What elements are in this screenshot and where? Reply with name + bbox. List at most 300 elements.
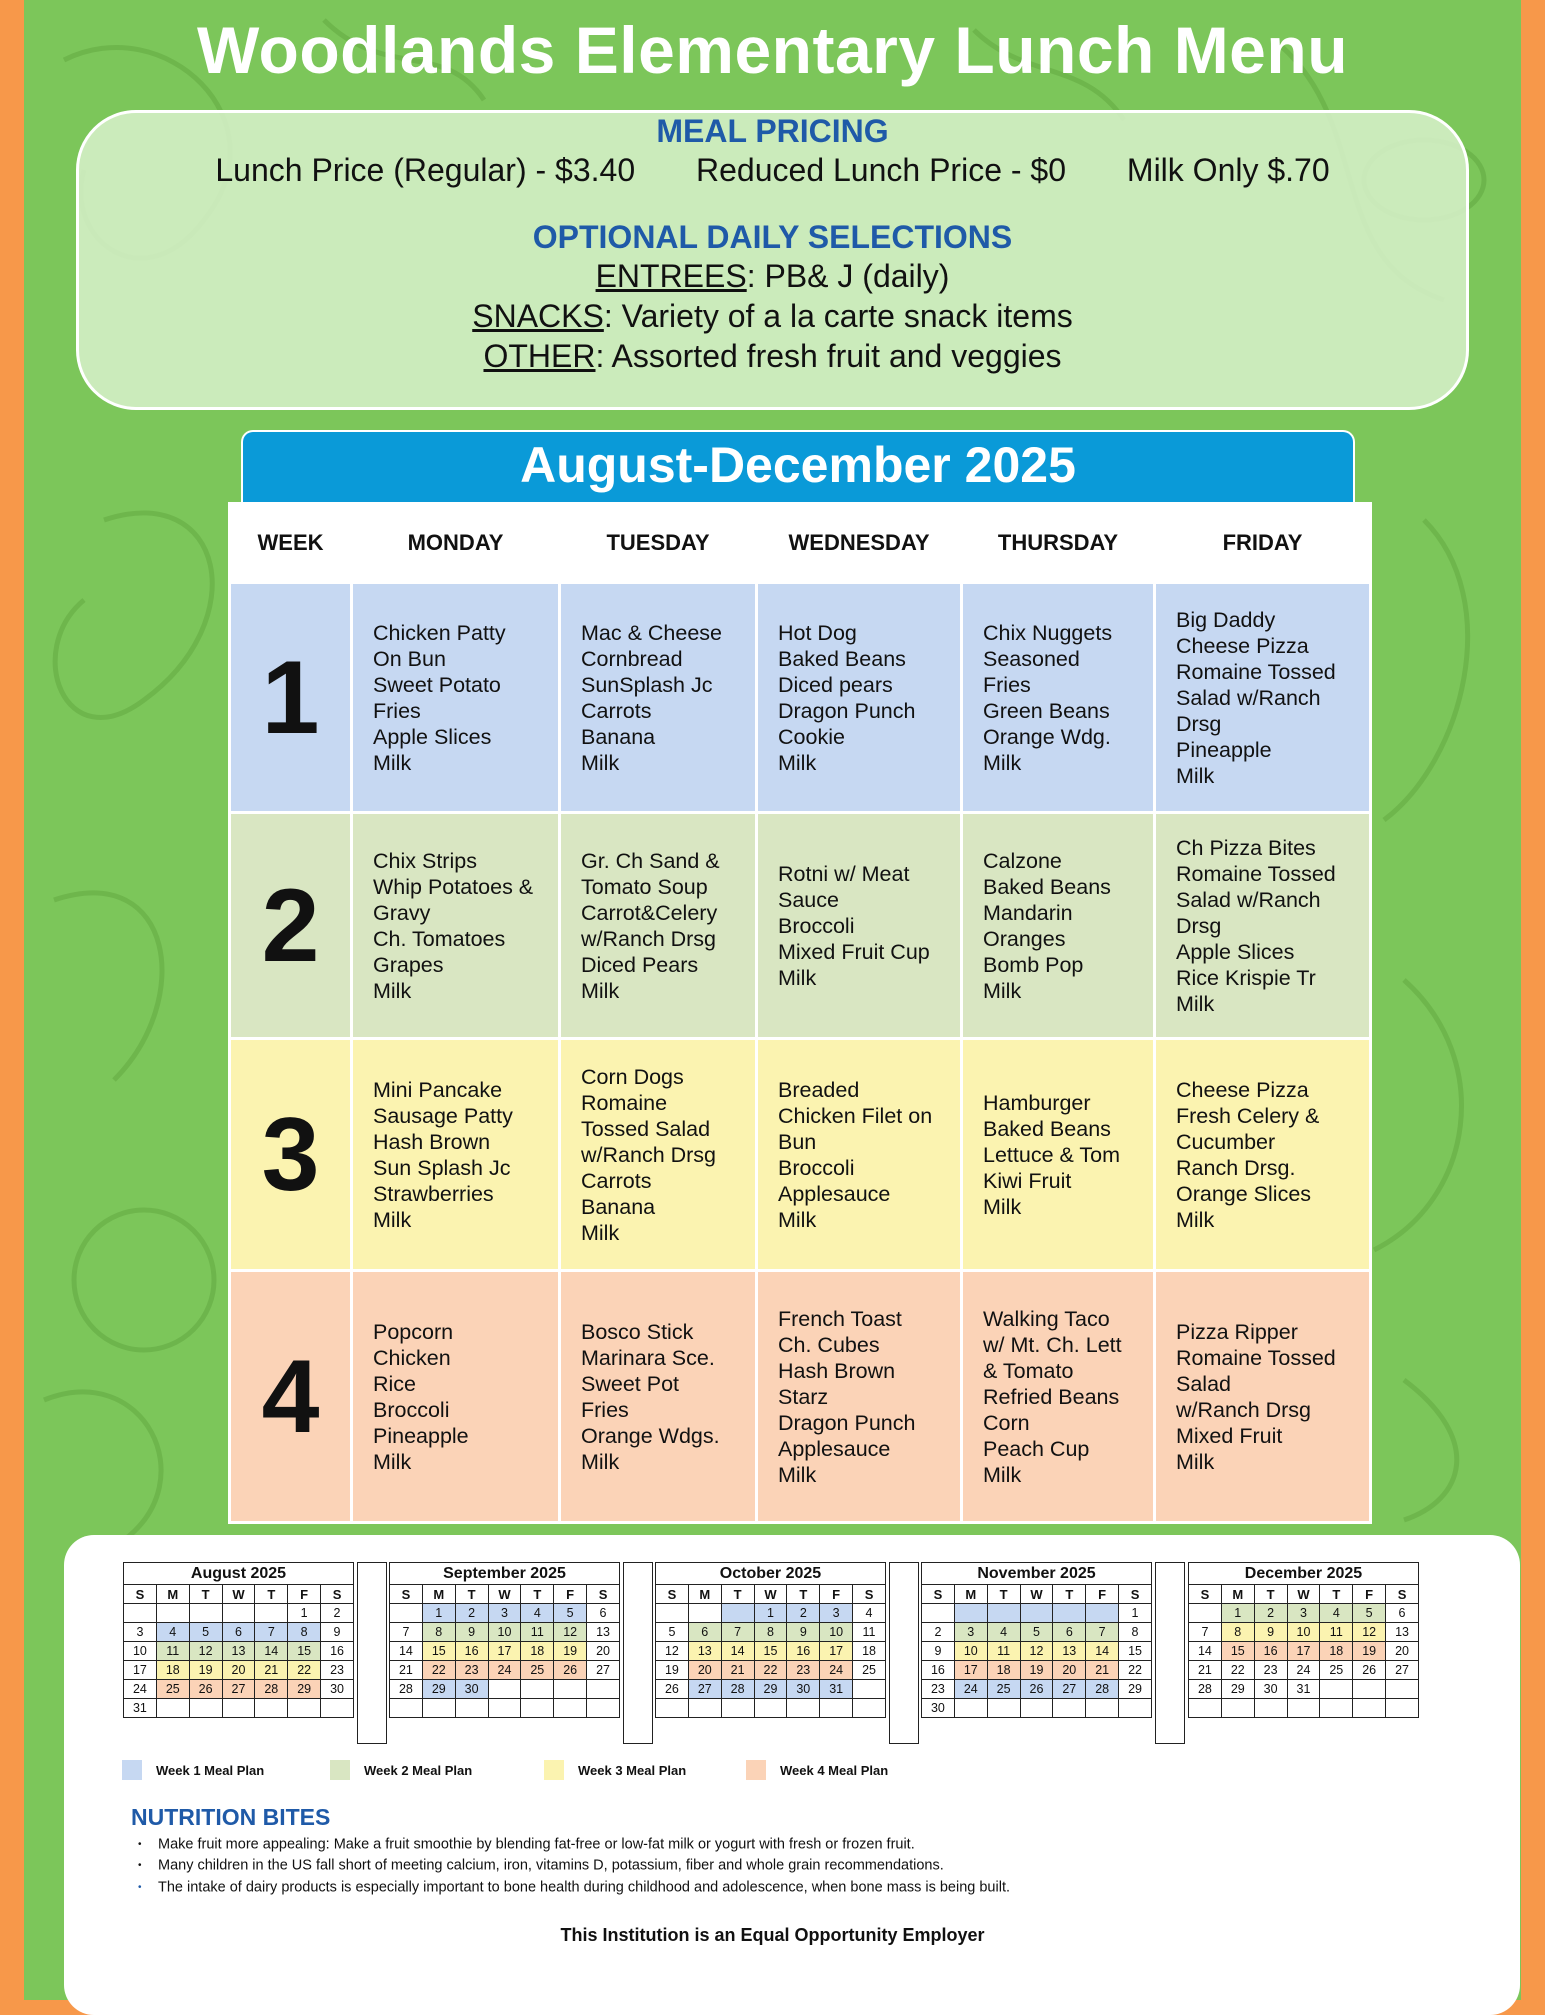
menu-cell-wednesday bbox=[757, 813, 962, 1039]
month-calendar bbox=[921, 1562, 1152, 1718]
calendar-day: 17 bbox=[488, 1642, 521, 1661]
menu-item: Cheese Pizza bbox=[1176, 633, 1309, 658]
calendar-day bbox=[422, 1699, 455, 1718]
month-calendar bbox=[389, 1562, 620, 1718]
calendar-day bbox=[1119, 1699, 1152, 1718]
month-calendar bbox=[655, 1562, 886, 1718]
menu-week-row bbox=[230, 1039, 1371, 1271]
menu-item: Baked Beans bbox=[983, 874, 1111, 899]
calendar-day bbox=[987, 1699, 1020, 1718]
day-of-week-label: F bbox=[554, 1585, 587, 1604]
pricing-box bbox=[76, 110, 1469, 410]
calendar-day: 9 bbox=[787, 1623, 820, 1642]
calendar-day: 12 bbox=[554, 1623, 587, 1642]
calendar-day: 19 bbox=[1353, 1642, 1386, 1661]
calendar-day bbox=[721, 1604, 754, 1623]
calendar-day: 19 bbox=[656, 1661, 689, 1680]
day-of-week-label: F bbox=[1353, 1585, 1386, 1604]
menu-cell-thursday bbox=[962, 1271, 1155, 1523]
meal-pricing-heading: MEAL PRICING bbox=[656, 113, 889, 149]
calendar-day bbox=[987, 1604, 1020, 1623]
col-header-friday: FRIDAY bbox=[1155, 504, 1371, 583]
calendar-day: 21 bbox=[721, 1661, 754, 1680]
calendar-day: 19 bbox=[554, 1642, 587, 1661]
menu-item: Applesauce bbox=[778, 1436, 891, 1461]
legend-label: Week 2 Meal Plan bbox=[364, 1762, 473, 1778]
calendar-day: 3 bbox=[1287, 1604, 1320, 1623]
calendar-day: 3 bbox=[954, 1623, 987, 1642]
calendar-day: 22 bbox=[754, 1661, 787, 1680]
calendar-day: 14 bbox=[1189, 1642, 1222, 1661]
menu-item: Milk bbox=[1176, 1207, 1215, 1232]
day-of-week-label: W bbox=[1020, 1585, 1053, 1604]
menu-item: w/Ranch Drsg bbox=[581, 1142, 717, 1167]
milk-price: Milk Only $.70 bbox=[1126, 152, 1330, 188]
menu-cell-friday bbox=[1155, 583, 1371, 813]
calendar-day: 28 bbox=[255, 1680, 288, 1699]
menu-item: Ch. Tomatoes bbox=[373, 926, 506, 951]
calendar-day bbox=[1353, 1680, 1386, 1699]
menu-item: Carrots bbox=[581, 1168, 652, 1193]
menu-item: Broccoli bbox=[778, 1155, 855, 1180]
calendar-day: 10 bbox=[488, 1623, 521, 1642]
calendar-day: 29 bbox=[1119, 1680, 1152, 1699]
menu-item: Ranch Drsg. bbox=[1176, 1155, 1296, 1180]
menu-week-row bbox=[230, 1271, 1371, 1523]
calendar-day: 3 bbox=[820, 1604, 853, 1623]
calendar-day: 4 bbox=[156, 1623, 189, 1642]
entrees-text: : PB& J (daily) bbox=[746, 258, 950, 294]
calendar-day bbox=[124, 1604, 157, 1623]
menu-week-row bbox=[230, 583, 1371, 813]
calendar-day: 16 bbox=[321, 1642, 354, 1661]
calendar-day: 19 bbox=[1020, 1661, 1053, 1680]
menu-item: Fresh Celery & bbox=[1176, 1103, 1320, 1128]
menu-item: Bomb Pop bbox=[983, 952, 1084, 977]
week-number: 2 bbox=[230, 813, 352, 1039]
calendar-separator bbox=[1155, 1562, 1185, 1744]
calendar-day: 29 bbox=[754, 1680, 787, 1699]
menu-date-banner: August-December 2025 bbox=[241, 430, 1355, 502]
calendar-day: 18 bbox=[1320, 1642, 1353, 1661]
menu-item: Rice Krispie Tr bbox=[1176, 965, 1316, 990]
calendar-day: 2 bbox=[1254, 1604, 1287, 1623]
calendar-day: 19 bbox=[189, 1661, 222, 1680]
snacks-label: SNACKS bbox=[472, 298, 604, 334]
calendar-day: 24 bbox=[124, 1680, 157, 1699]
calendar-day: 4 bbox=[987, 1623, 1020, 1642]
menu-item: Salad w/Ranch bbox=[1176, 685, 1321, 710]
calendar-day: 23 bbox=[455, 1661, 488, 1680]
menu-item: Refried Beans bbox=[983, 1384, 1120, 1409]
calendar-day bbox=[1353, 1699, 1386, 1718]
calendar-day bbox=[488, 1699, 521, 1718]
menu-item: Tossed Salad bbox=[581, 1116, 711, 1141]
calendar-day: 7 bbox=[721, 1623, 754, 1642]
day-of-week-label: F bbox=[820, 1585, 853, 1604]
day-of-week-label: M bbox=[1221, 1585, 1254, 1604]
calendar-day: 27 bbox=[587, 1661, 620, 1680]
calendar-day bbox=[853, 1699, 886, 1718]
day-of-week-label: S bbox=[321, 1585, 354, 1604]
calendar-day: 11 bbox=[853, 1623, 886, 1642]
menu-item: Fries bbox=[983, 672, 1031, 697]
calendar-day: 5 bbox=[656, 1623, 689, 1642]
calendar-day: 9 bbox=[922, 1642, 955, 1661]
menu-item: Chix Strips bbox=[373, 848, 477, 873]
menu-item: Milk bbox=[983, 978, 1022, 1003]
menu-cell-tuesday bbox=[560, 1271, 757, 1523]
calendar-month-name: December 2025 bbox=[1189, 1563, 1419, 1585]
day-of-week-label: W bbox=[488, 1585, 521, 1604]
col-header-tuesday: TUESDAY bbox=[560, 504, 757, 583]
day-of-week-label: S bbox=[656, 1585, 689, 1604]
calendar-day: 22 bbox=[1221, 1661, 1254, 1680]
menu-item: Chix Nuggets bbox=[983, 620, 1113, 645]
menu-item: Chicken bbox=[373, 1345, 451, 1370]
calendar-day: 10 bbox=[124, 1642, 157, 1661]
legend-item bbox=[544, 1760, 686, 1780]
calendar-day bbox=[521, 1699, 554, 1718]
menu-item: Mac & Cheese bbox=[581, 620, 723, 645]
calendar-day bbox=[488, 1680, 521, 1699]
calendar-day bbox=[688, 1604, 721, 1623]
col-header-week: WEEK bbox=[230, 504, 352, 583]
menu-item: Oranges bbox=[983, 926, 1066, 951]
menu-item: Chicken Patty bbox=[373, 620, 506, 645]
calendar-day: 10 bbox=[954, 1642, 987, 1661]
other-text: : Assorted fresh fruit and veggies bbox=[595, 338, 1062, 374]
calendar-day: 28 bbox=[721, 1680, 754, 1699]
calendar-day bbox=[1020, 1699, 1053, 1718]
calendar-day: 31 bbox=[820, 1680, 853, 1699]
menu-item: Milk bbox=[373, 750, 412, 775]
menu-item: w/ Mt. Ch. Lett bbox=[983, 1332, 1122, 1357]
calendar-day: 14 bbox=[721, 1642, 754, 1661]
snacks-text: : Variety of a la carte snack items bbox=[603, 298, 1073, 334]
calendar-day: 12 bbox=[189, 1642, 222, 1661]
calendar-day: 20 bbox=[1053, 1661, 1086, 1680]
calendar-day: 12 bbox=[1020, 1642, 1053, 1661]
calendar-day: 3 bbox=[124, 1623, 157, 1642]
menu-item: Calzone bbox=[983, 848, 1062, 873]
menu-item: Big Daddy bbox=[1176, 607, 1276, 632]
menu-item: & Tomato bbox=[983, 1358, 1074, 1383]
menu-item: Carrot&Celery bbox=[581, 900, 718, 925]
calendar-day: 9 bbox=[455, 1623, 488, 1642]
calendar-day: 6 bbox=[222, 1623, 255, 1642]
calendar-day: 23 bbox=[787, 1661, 820, 1680]
calendar-day: 25 bbox=[521, 1661, 554, 1680]
menu-item: Rotni w/ Meat bbox=[778, 861, 910, 886]
calendar-day: 25 bbox=[1320, 1661, 1353, 1680]
menu-item: Pineapple bbox=[373, 1423, 469, 1448]
legend-item bbox=[122, 1760, 264, 1780]
calendar-day bbox=[656, 1699, 689, 1718]
calendar-day: 21 bbox=[255, 1661, 288, 1680]
calendar-day bbox=[554, 1699, 587, 1718]
calendar-day: 23 bbox=[922, 1680, 955, 1699]
day-of-week-label: S bbox=[1119, 1585, 1152, 1604]
menu-item: Baked Beans bbox=[778, 646, 906, 671]
menu-item: Peach Cup bbox=[983, 1436, 1090, 1461]
menu-cell-monday bbox=[352, 813, 560, 1039]
day-of-week-label: S bbox=[853, 1585, 886, 1604]
menu-item: Orange Slices bbox=[1176, 1181, 1312, 1206]
menu-item: Mini Pancake bbox=[373, 1077, 503, 1102]
menu-cell-tuesday bbox=[560, 1039, 757, 1271]
calendar-day: 13 bbox=[1053, 1642, 1086, 1661]
menu-item: Romaine Tossed bbox=[1176, 1345, 1336, 1370]
calendar-day: 27 bbox=[222, 1680, 255, 1699]
menu-item: Green Beans bbox=[983, 698, 1110, 723]
day-of-week-label: T bbox=[1053, 1585, 1086, 1604]
calendar-day: 23 bbox=[1254, 1661, 1287, 1680]
calendar-day: 8 bbox=[422, 1623, 455, 1642]
entrees-label: ENTREES bbox=[595, 258, 747, 294]
calendar-day: 15 bbox=[754, 1642, 787, 1661]
menu-cell-wednesday bbox=[757, 1271, 962, 1523]
calendar-table bbox=[1188, 1562, 1419, 1718]
menu-cell-friday bbox=[1155, 813, 1371, 1039]
menu-item: Dragon Punch bbox=[778, 1410, 916, 1435]
menu-item: Milk bbox=[983, 750, 1022, 775]
menu-item: Mandarin bbox=[983, 900, 1073, 925]
calendar-day bbox=[1320, 1699, 1353, 1718]
menu-cell-wednesday bbox=[757, 583, 962, 813]
calendar-day bbox=[1287, 1699, 1320, 1718]
page-title: Woodlands Elementary Lunch Menu bbox=[196, 13, 1349, 87]
calendar-day: 25 bbox=[987, 1680, 1020, 1699]
menu-item: Grapes bbox=[373, 952, 444, 977]
menu-item: SunSplash Jc bbox=[581, 672, 713, 697]
menu-cell-tuesday bbox=[560, 583, 757, 813]
calendar-day: 29 bbox=[288, 1680, 321, 1699]
snacks-line bbox=[79, 296, 1466, 336]
legend-label: Week 4 Meal Plan bbox=[780, 1762, 889, 1778]
col-header-wednesday: WEDNESDAY bbox=[757, 504, 962, 583]
calendar-day bbox=[1386, 1699, 1419, 1718]
calendar-day: 1 bbox=[1221, 1604, 1254, 1623]
calendar-day: 30 bbox=[455, 1680, 488, 1699]
calendar-day: 14 bbox=[1086, 1642, 1119, 1661]
day-of-week-label: T bbox=[455, 1585, 488, 1604]
calendar-day: 7 bbox=[1086, 1623, 1119, 1642]
menu-item: Popcorn bbox=[373, 1319, 454, 1344]
calendar-day bbox=[288, 1699, 321, 1718]
calendar-day: 17 bbox=[1287, 1642, 1320, 1661]
calendar-day: 18 bbox=[521, 1642, 554, 1661]
legend-swatch bbox=[122, 1760, 142, 1780]
calendar-day: 26 bbox=[1353, 1661, 1386, 1680]
menu-item: Pizza Ripper bbox=[1176, 1319, 1298, 1344]
menu-item: Pineapple bbox=[1176, 737, 1272, 762]
day-of-week-label: M bbox=[688, 1585, 721, 1604]
calendar-day: 26 bbox=[1020, 1680, 1053, 1699]
menu-cell-wednesday bbox=[757, 1039, 962, 1271]
calendar-day: 17 bbox=[124, 1661, 157, 1680]
calendar-day bbox=[820, 1699, 853, 1718]
menu-item: Fries bbox=[373, 698, 421, 723]
calendar-day: 30 bbox=[321, 1680, 354, 1699]
entrees-line bbox=[79, 256, 1466, 296]
calendar-day: 18 bbox=[987, 1661, 1020, 1680]
calendar-day bbox=[1189, 1699, 1222, 1718]
calendar-day: 5 bbox=[189, 1623, 222, 1642]
calendar-day bbox=[156, 1604, 189, 1623]
calendar-day: 17 bbox=[820, 1642, 853, 1661]
menu-item: Romaine Tossed bbox=[1176, 861, 1336, 886]
menu-item: Hot Dog bbox=[778, 620, 857, 645]
calendar-day: 22 bbox=[422, 1661, 455, 1680]
menu-item: Cornbread bbox=[581, 646, 683, 671]
weekly-menu-table bbox=[228, 502, 1372, 1524]
calendar-day bbox=[853, 1680, 886, 1699]
menu-item: w/Ranch Drsg bbox=[581, 926, 717, 951]
menu-item: Hash Brown bbox=[373, 1129, 491, 1154]
menu-item: Broccoli bbox=[778, 913, 855, 938]
calendar-day: 1 bbox=[422, 1604, 455, 1623]
menu-cell-thursday bbox=[962, 813, 1155, 1039]
calendar-table bbox=[123, 1562, 354, 1718]
calendar-day: 20 bbox=[688, 1661, 721, 1680]
calendar-day: 2 bbox=[455, 1604, 488, 1623]
calendar-day bbox=[255, 1604, 288, 1623]
menu-item: Milk bbox=[373, 1449, 412, 1474]
calendar-day: 10 bbox=[820, 1623, 853, 1642]
menu-item: Milk bbox=[373, 978, 412, 1003]
week-number: 4 bbox=[230, 1271, 352, 1523]
day-of-week-label: S bbox=[1189, 1585, 1222, 1604]
calendar-day: 18 bbox=[156, 1661, 189, 1680]
day-of-week-label: M bbox=[954, 1585, 987, 1604]
menu-item: Sauce bbox=[778, 887, 839, 912]
menu-item: Cucumber bbox=[1176, 1129, 1276, 1154]
calendar-separator bbox=[623, 1562, 653, 1744]
other-label: OTHER bbox=[483, 338, 596, 374]
day-of-week-label: T bbox=[255, 1585, 288, 1604]
menu-cell-monday bbox=[352, 1271, 560, 1523]
regular-price: Lunch Price (Regular) - $3.40 bbox=[215, 152, 636, 188]
calendar-day: 20 bbox=[1386, 1642, 1419, 1661]
day-of-week-label: S bbox=[124, 1585, 157, 1604]
menu-item: Milk bbox=[1176, 763, 1215, 788]
calendar-month-name: September 2025 bbox=[390, 1563, 620, 1585]
menu-item: Banana bbox=[581, 1194, 656, 1219]
calendar-day bbox=[787, 1699, 820, 1718]
calendar-day: 17 bbox=[954, 1661, 987, 1680]
calendar-day bbox=[1189, 1604, 1222, 1623]
menu-cell-monday bbox=[352, 1039, 560, 1271]
menu-item: Sausage Patty bbox=[373, 1103, 513, 1128]
calendar-day: 3 bbox=[488, 1604, 521, 1623]
calendar-day bbox=[390, 1699, 423, 1718]
menu-item: Milk bbox=[581, 978, 620, 1003]
calendar-month-name: August 2025 bbox=[124, 1563, 354, 1585]
calendar-day: 14 bbox=[390, 1642, 423, 1661]
calendar-day: 20 bbox=[222, 1661, 255, 1680]
menu-item: Gr. Ch Sand & bbox=[581, 848, 720, 873]
day-of-week-label: S bbox=[587, 1585, 620, 1604]
calendar-day bbox=[222, 1604, 255, 1623]
menu-item: Apple Slices bbox=[1176, 939, 1295, 964]
menu-item: Ch. Cubes bbox=[778, 1332, 880, 1357]
equal-opportunity-statement: This Institution is an Equal Opportunity Employer bbox=[560, 1925, 985, 1945]
menu-item: Milk bbox=[778, 1462, 817, 1487]
calendar-day bbox=[721, 1699, 754, 1718]
menu-item: Diced Pears bbox=[581, 952, 699, 977]
menu-week-row bbox=[230, 813, 1371, 1039]
menu-item: Bosco Stick bbox=[581, 1319, 694, 1344]
calendar-day: 11 bbox=[156, 1642, 189, 1661]
menu-cell-friday bbox=[1155, 1271, 1371, 1523]
calendar-day: 13 bbox=[587, 1623, 620, 1642]
menu-item: Cookie bbox=[778, 724, 845, 749]
calendar-day: 8 bbox=[754, 1623, 787, 1642]
menu-item: Milk bbox=[1176, 1449, 1215, 1474]
calendar-day: 21 bbox=[1189, 1661, 1222, 1680]
day-of-week-label: W bbox=[1287, 1585, 1320, 1604]
calendar-day: 26 bbox=[656, 1680, 689, 1699]
other-line bbox=[79, 336, 1466, 376]
calendar-day: 20 bbox=[587, 1642, 620, 1661]
calendar-month-name: November 2025 bbox=[922, 1563, 1152, 1585]
calendar-day bbox=[1020, 1604, 1053, 1623]
week-number: 3 bbox=[230, 1039, 352, 1271]
calendar-day: 28 bbox=[1086, 1680, 1119, 1699]
nutrition-bullet: • Many children in the US fall short of meeting calcium, iron, vitamins D, potassium, fiber and whole grain recommendations. bbox=[158, 1855, 1010, 1876]
calendar-day: 28 bbox=[390, 1680, 423, 1699]
calendar-day bbox=[922, 1604, 955, 1623]
calendar-day: 24 bbox=[1287, 1661, 1320, 1680]
menu-item: Fries bbox=[581, 1397, 629, 1422]
calendar-day: 5 bbox=[554, 1604, 587, 1623]
calendar-day bbox=[1053, 1699, 1086, 1718]
menu-item: Breaded bbox=[778, 1077, 860, 1102]
menu-item: Romaine Tossed bbox=[1176, 659, 1336, 684]
calendar-table bbox=[921, 1562, 1152, 1718]
calendar-day bbox=[1086, 1699, 1119, 1718]
calendar-day: 30 bbox=[1254, 1680, 1287, 1699]
calendar-day: 9 bbox=[1254, 1623, 1287, 1642]
calendar-day: 4 bbox=[521, 1604, 554, 1623]
calendar-day: 26 bbox=[554, 1661, 587, 1680]
calendar-day bbox=[1386, 1680, 1419, 1699]
calendar-day bbox=[189, 1604, 222, 1623]
menu-item: Tomato Soup bbox=[581, 874, 708, 899]
calendar-day: 25 bbox=[853, 1661, 886, 1680]
calendar-day: 8 bbox=[1119, 1623, 1152, 1642]
menu-item: Hamburger bbox=[983, 1090, 1091, 1115]
calendar-day bbox=[1086, 1604, 1119, 1623]
calendar-day: 26 bbox=[189, 1680, 222, 1699]
day-of-week-label: T bbox=[1254, 1585, 1287, 1604]
calendar-day: 16 bbox=[1254, 1642, 1287, 1661]
calendar-day: 18 bbox=[853, 1642, 886, 1661]
calendar-day: 15 bbox=[1221, 1642, 1254, 1661]
menu-item: Gravy bbox=[373, 900, 431, 925]
calendar-day: 14 bbox=[255, 1642, 288, 1661]
calendar-day: 2 bbox=[321, 1604, 354, 1623]
menu-item: Hash Brown bbox=[778, 1358, 896, 1383]
menu-item: Milk bbox=[581, 1220, 620, 1245]
calendar-day: 30 bbox=[787, 1680, 820, 1699]
calendar-day bbox=[554, 1680, 587, 1699]
calendar-day: 9 bbox=[321, 1623, 354, 1642]
calendar-day: 29 bbox=[1221, 1680, 1254, 1699]
calendar-separator bbox=[357, 1562, 387, 1744]
calendar-day: 2 bbox=[922, 1623, 955, 1642]
